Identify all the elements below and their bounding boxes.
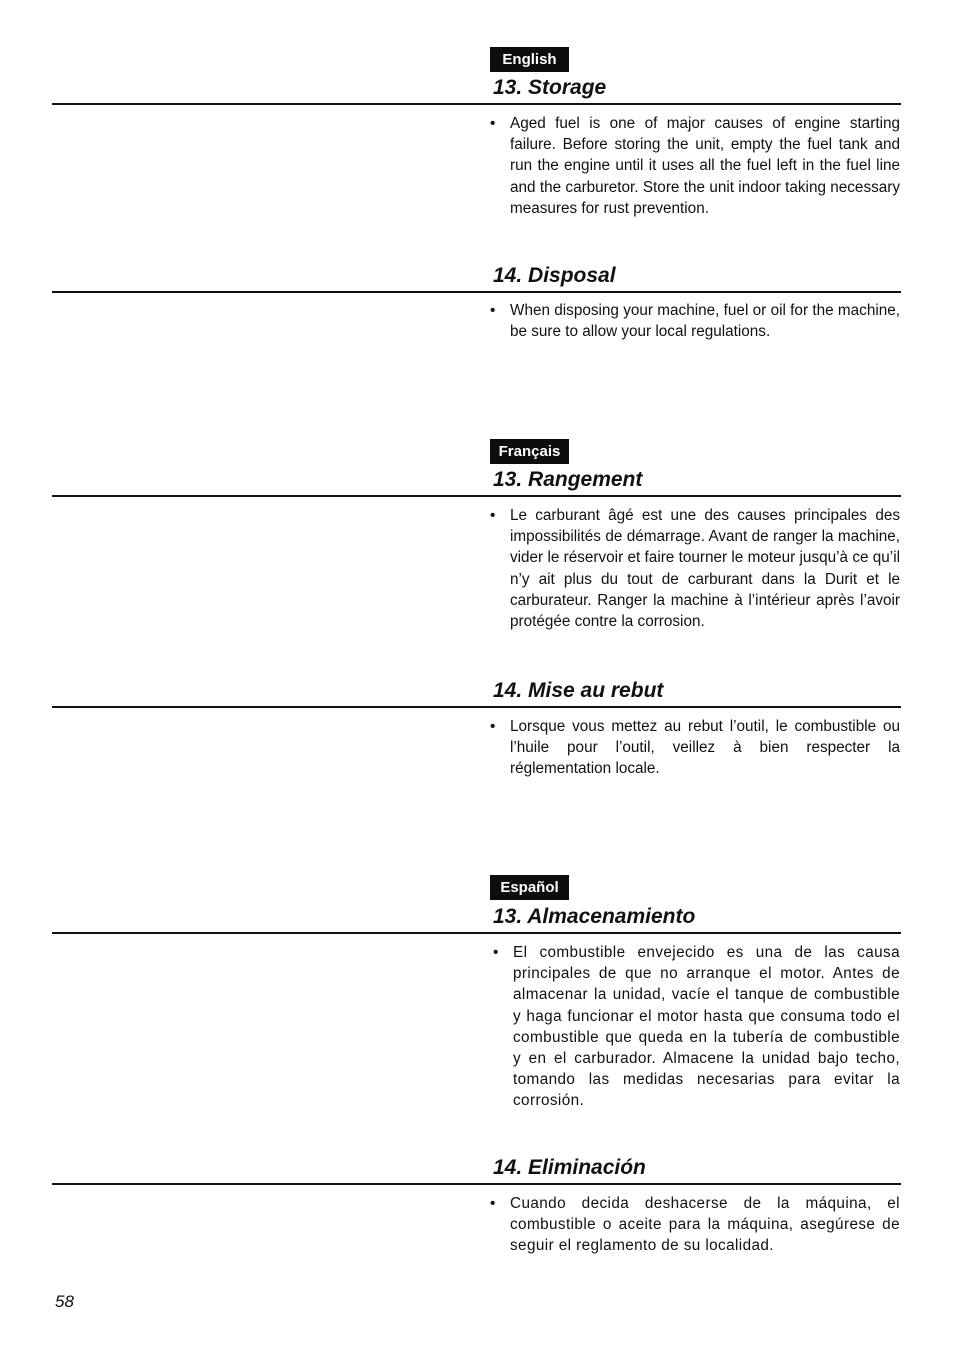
heading-disposal-english: 14. Disposal (493, 264, 616, 287)
bullet-disposal-french (490, 716, 900, 780)
bullet-storage-french (490, 505, 900, 632)
bullet-symbol: • (490, 718, 496, 735)
bullet-disposal-english (490, 300, 900, 342)
language-badge-spanish: Español (490, 875, 569, 900)
bullet-symbol: • (490, 1195, 496, 1212)
divider-rule (52, 495, 901, 497)
bullet-symbol: • (490, 115, 496, 132)
heading-storage-english: 13. Storage (493, 76, 607, 99)
bullet-symbol: • (493, 944, 499, 961)
heading-storage-spanish: 13. Almacenamiento (493, 905, 696, 928)
bullet-storage-spanish (493, 942, 900, 1112)
divider-rule (52, 932, 901, 934)
heading-storage-french: 13. Rangement (493, 468, 643, 491)
bullet-symbol: • (490, 302, 496, 319)
language-badge-english: English (490, 47, 569, 72)
bullet-text: Cuando decida deshacerse de la máquina, el combustible o aceite para la máquina, asegúrese de seguir el reglamento de su localidad. (510, 1195, 900, 1255)
divider-rule (52, 103, 901, 105)
divider-rule (52, 291, 901, 293)
bullet-text: Aged fuel is one of major causes of engine starting failure. Before storing the unit, empty the fuel tank and run the engine until it uses all the fuel left in the fuel line and the carburetor. Store the unit indoor taking necessary measures for rust prevention. (510, 115, 900, 217)
bullet-text: When disposing your machine, fuel or oil for the machine, be sure to allow your local regulations. (510, 302, 900, 341)
bullet-storage-english (490, 113, 900, 219)
divider-rule (52, 1183, 901, 1185)
bullet-text: Le carburant âgé est une des causes principales des impossibilités de démarrage. Avant de ranger la machine, vider le réservoir et faire tourner le moteur jusqu’à ce qu’il n’y ait plus du tout de carburant dans la Durit et le carburateur. Ranger la machine à l’intérieur après l’avoir protégée contre la corrosion. (510, 507, 900, 631)
page-number: 58 (55, 1292, 74, 1311)
bullet-text: El combustible envejecido es una de las causa principales de que no arranque el motor. Antes de almacenar la unidad, vacíe el tanque de combustible y haga funcionar el motor hasta que consuma todo el combustible que queda en la tubería de combustible y en el carburador. Almacene la unidad bajo techo, tomando las medidas necesarias para evitar la corrosión. (513, 944, 900, 1110)
heading-disposal-french: 14. Mise au rebut (493, 679, 664, 702)
bullet-disposal-spanish (490, 1193, 900, 1257)
divider-rule (52, 706, 901, 708)
heading-disposal-spanish: 14. Eliminación (493, 1156, 646, 1179)
bullet-text: Lorsque vous mettez au rebut l’outil, le combustible ou l’huile pour l’outil, veillez à bien respecter la réglementation locale. (510, 718, 900, 778)
language-badge-french: Français (490, 439, 569, 464)
bullet-symbol: • (490, 507, 496, 524)
